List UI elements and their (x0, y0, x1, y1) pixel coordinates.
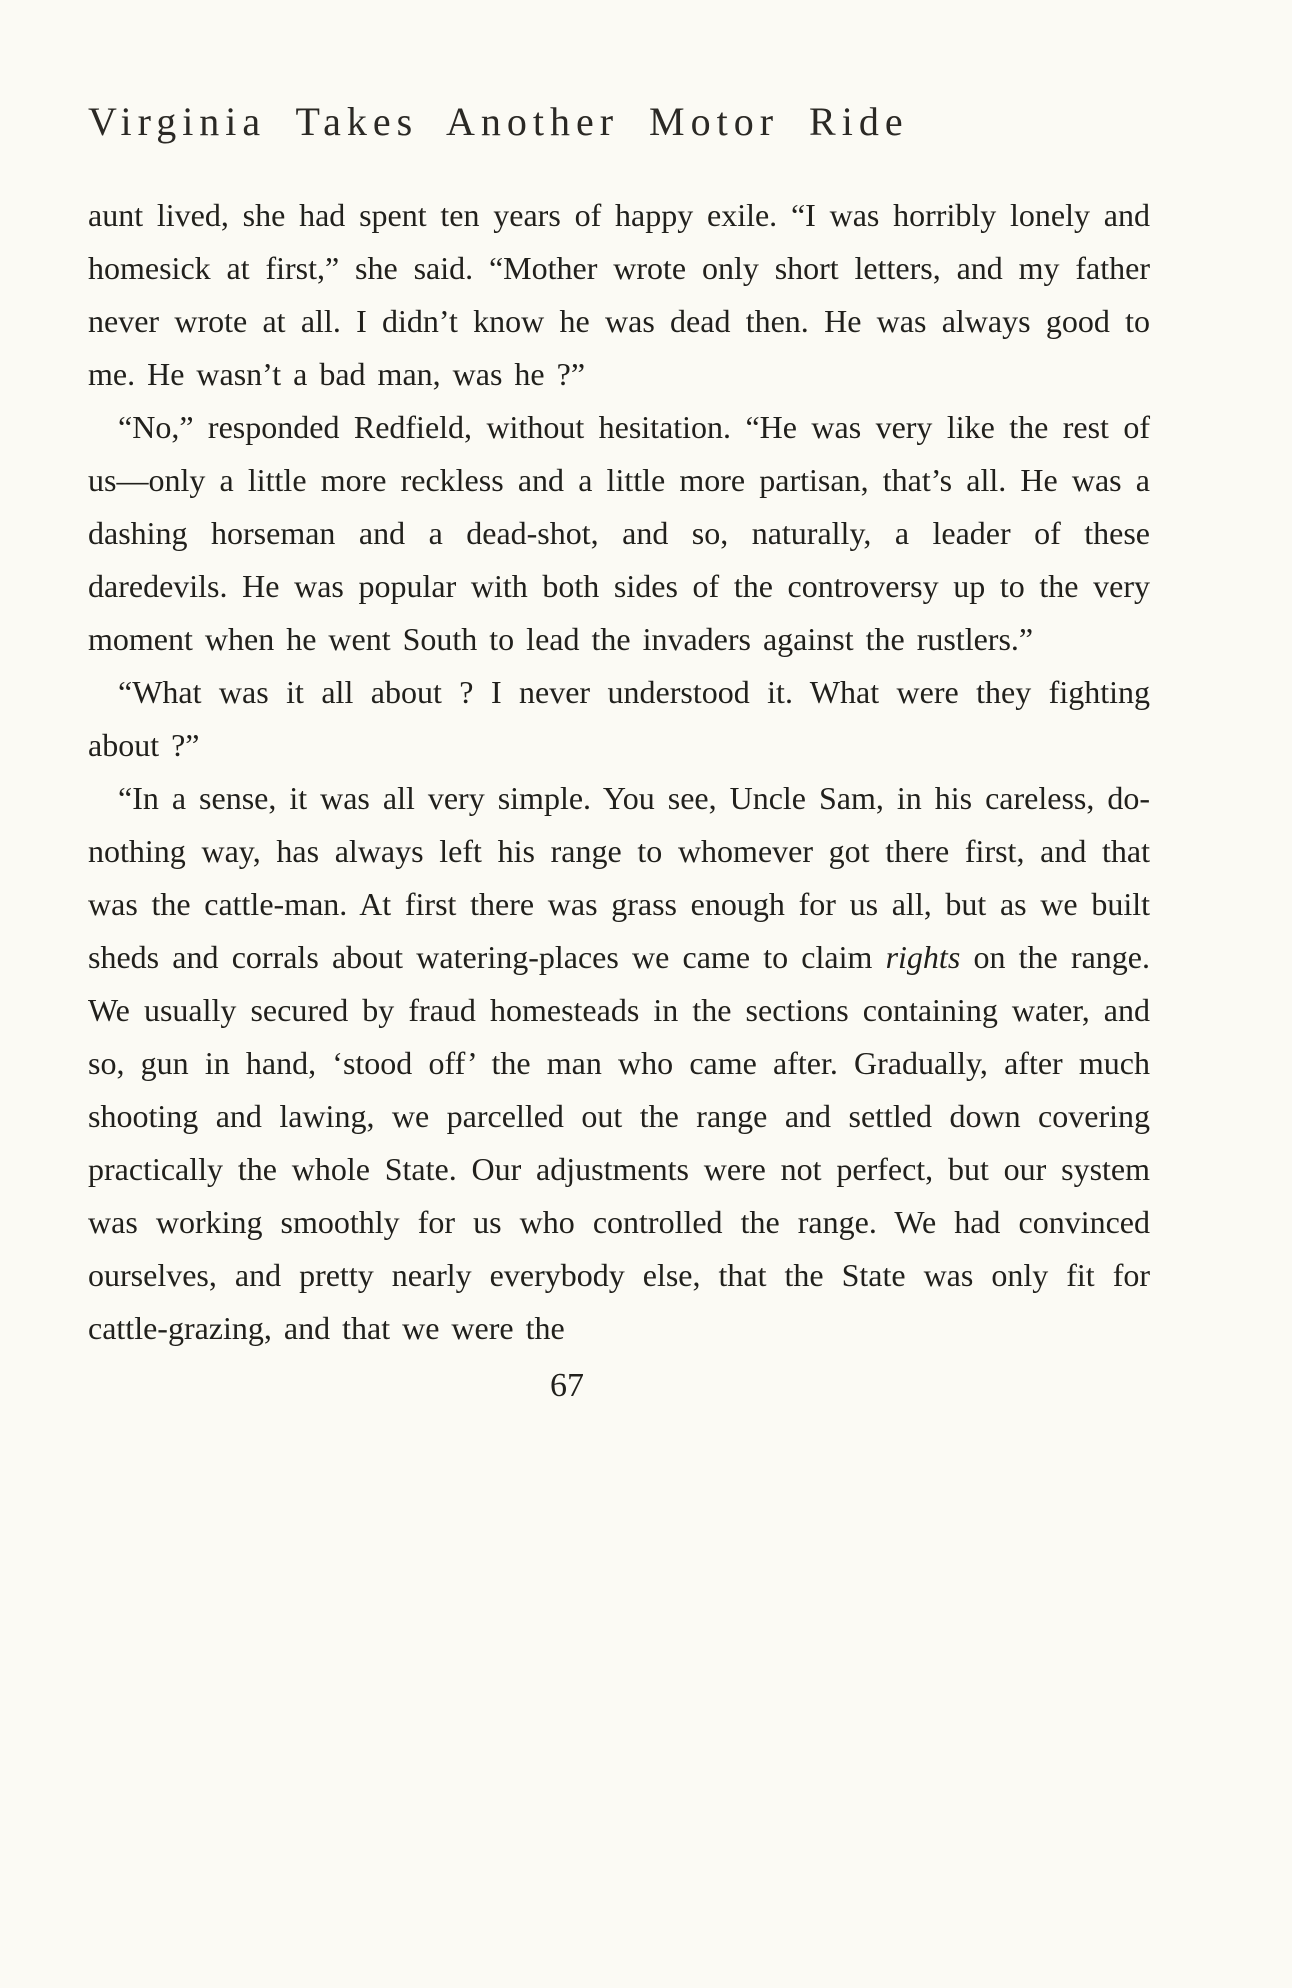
page-number: 67 (550, 1367, 584, 1404)
text-run: “No,” responded Redfield, without hesitation. “He was very like the rest of us—only a little more reckless and a little more partisan, that’s all. He was a dashing horseman and a dead-shot, and so, naturally, a leader of these daredevils. He was popular with both sides of the controversy up to the very moment when he went South to lead the invaders against the rustlers.” (88, 409, 1150, 657)
italic-text-run: rights (885, 939, 961, 975)
text-run: aunt lived, she had spent ten years of happy exile. “I was horribly lonely and homesick at first,” she said. “Mother wrote only short letters, and my father never wrote at all. I didn’t know he was dead then. He was always good to me. He wasn’t a bad man, was he ?” (88, 197, 1150, 392)
paragraph (88, 666, 1150, 772)
running-head: Virginia Takes Another Motor Ride (88, 99, 909, 144)
paragraph (88, 189, 1150, 401)
text-run: “What was it all about ? I never understood it. What were they fighting about ?” (88, 674, 1150, 763)
page-body (88, 189, 1150, 1355)
paragraph (88, 772, 1150, 1355)
text-run: “In a sense, it was all very simple. You see, Uncle Sam, in his careless, do-nothing way, has always left his range to whomever got there first, and that was the cattle-man. At first there was grass enough for us all, but as we built sheds and corrals about watering-places we came to claim (88, 780, 1150, 975)
paragraph (88, 401, 1150, 666)
text-run: on the range. We usually secured by fraud homesteads in the sections containing water, and so, gun in hand, ‘stood off’ the man who came after. Gradually, after much shooting and lawing, we parcelled out the range and settled down covering practically the whole State. Our adjustments were not perfect, but our system was working smoothly for us who controlled the range. We had convinced ourselves, and pretty nearly everybody else, that the State was only fit for cattle-grazing, and that we were the (88, 939, 1151, 1346)
